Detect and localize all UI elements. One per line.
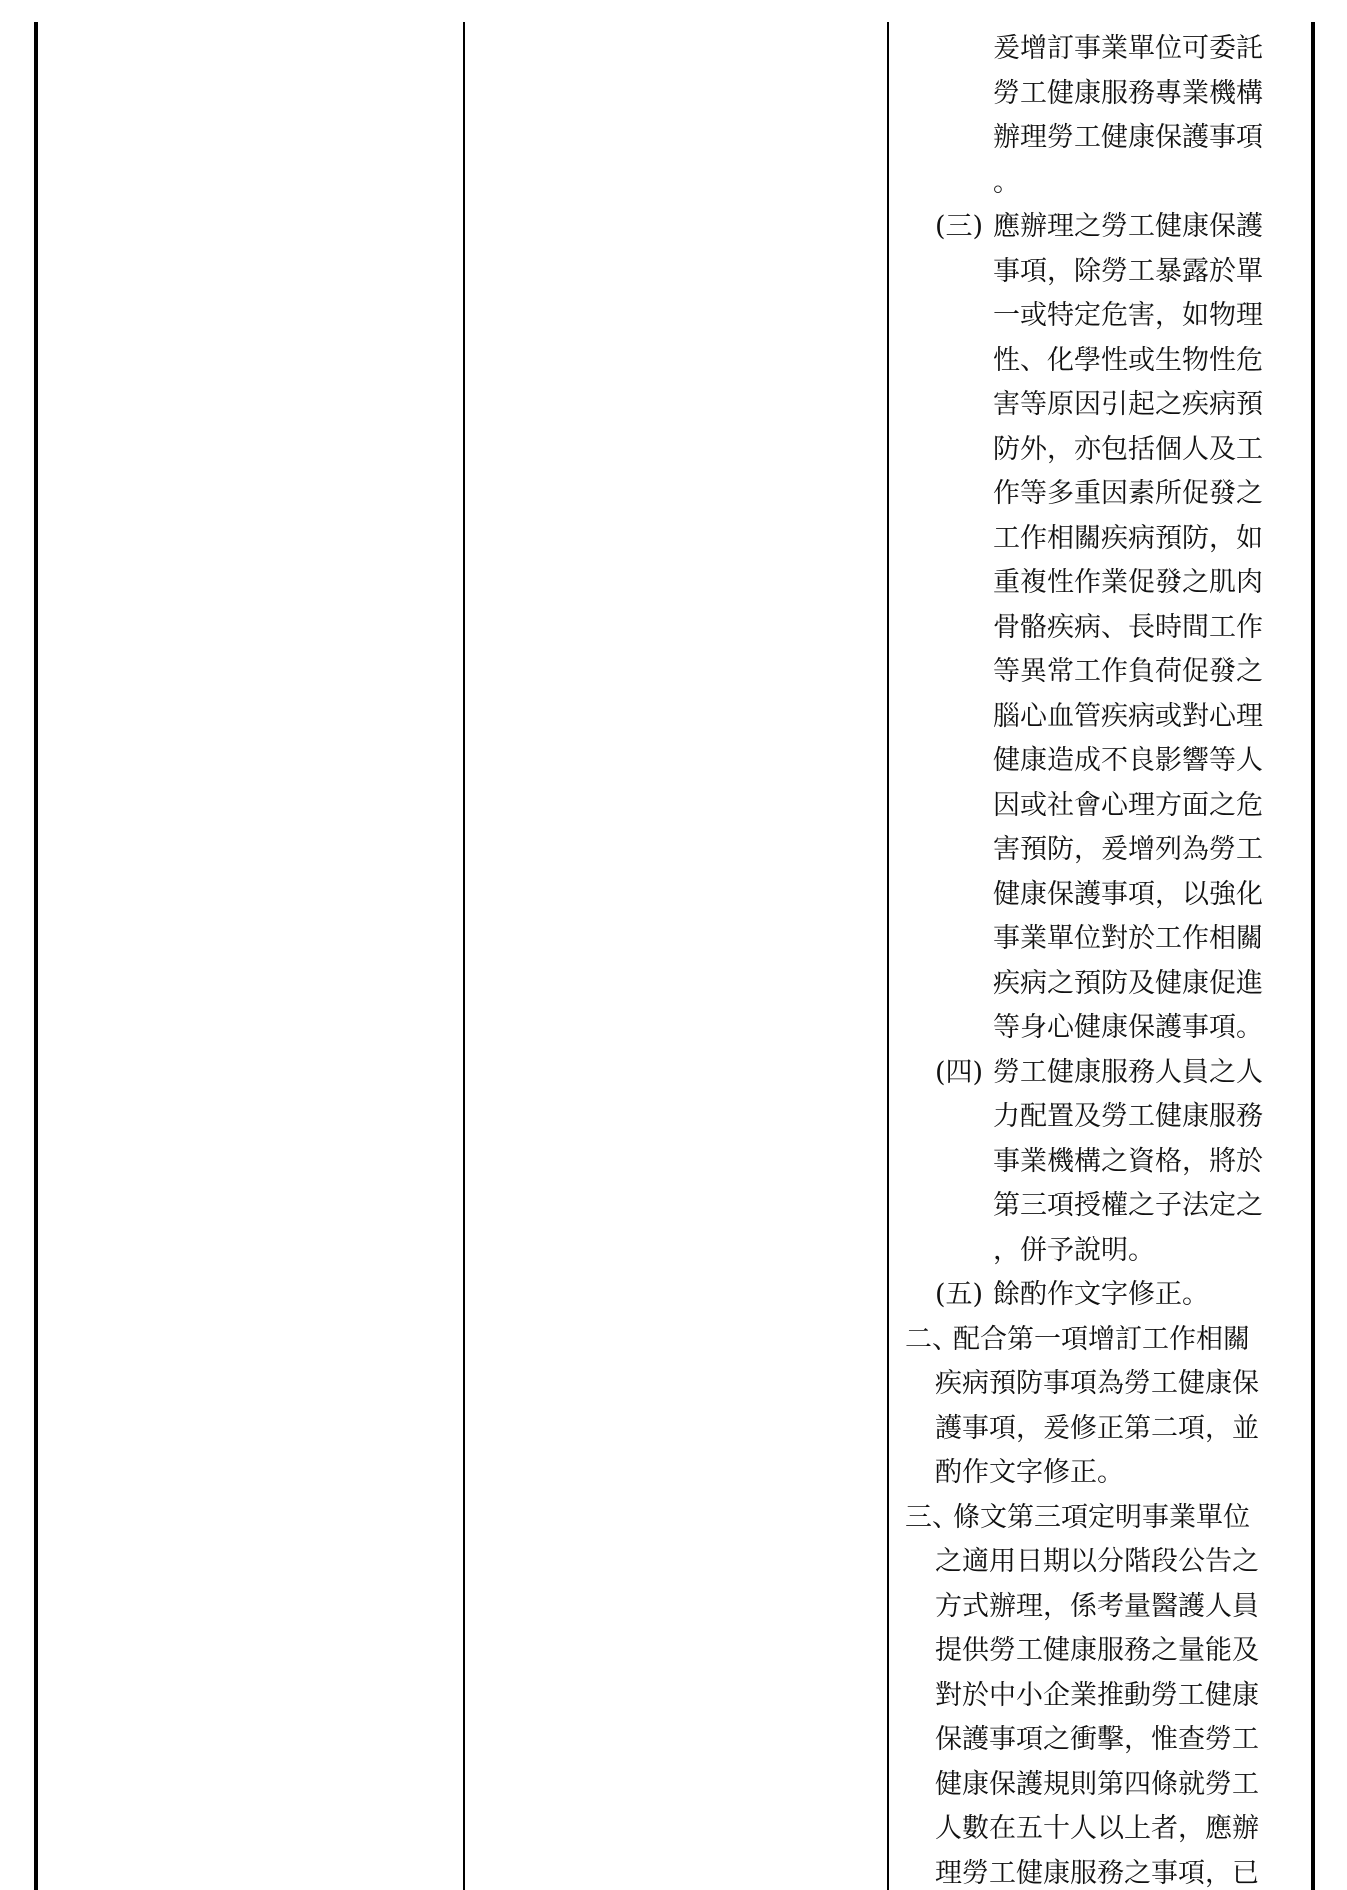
text-line: 疾病之預防及健康促進 bbox=[993, 967, 1263, 999]
item-marker: (五) bbox=[935, 1279, 984, 1310]
text-line: 疾病預防事項為勞工健康保 bbox=[935, 1368, 1259, 1399]
text-line: 辦理勞工健康保護事項 bbox=[993, 122, 1263, 153]
text-line: 對於中小企業推動勞工健康 bbox=[935, 1679, 1259, 1711]
text-line: 等身心健康保護事項。 bbox=[993, 1012, 1263, 1043]
text-line: 健康保護事項，以強化 bbox=[993, 878, 1263, 910]
text-line: 性、化學性或生物性危 bbox=[993, 344, 1263, 376]
text-line: 事項，除勞工暴露於單 bbox=[993, 255, 1263, 287]
text-line: ，併予說明。 bbox=[993, 1234, 1155, 1266]
text-line: 第三項授權之子法定之 bbox=[993, 1190, 1263, 1221]
text-line: 骨骼疾病、長時間工作 bbox=[993, 611, 1263, 643]
text-line: 事業單位對於工作相關 bbox=[993, 923, 1263, 954]
text-line: 力配置及勞工健康服務 bbox=[993, 1101, 1263, 1132]
text-line: 勞工健康服務專業機構 bbox=[993, 77, 1263, 109]
sub-item-4 bbox=[889, 1051, 1311, 1274]
text-line: 酌作文字修正。 bbox=[935, 1457, 1124, 1488]
item-marker: (四) bbox=[935, 1056, 984, 1088]
text-line: 。 bbox=[993, 166, 1020, 198]
text-line: 提供勞工健康服務之量能及 bbox=[935, 1635, 1259, 1666]
text-line: 護事項，爰修正第二項，並 bbox=[935, 1412, 1259, 1444]
text-line: 等異常工作負荷促發之 bbox=[993, 656, 1263, 687]
top-item-3 bbox=[889, 1496, 1311, 1890]
text-line: 配合第一項增訂工作相關 bbox=[953, 1323, 1250, 1355]
top-item-2 bbox=[889, 1318, 1311, 1496]
sub-item-3 bbox=[889, 205, 1311, 1051]
text-line: 應辦理之勞工健康保護 bbox=[993, 211, 1263, 242]
text-line: 方式辦理，係考量醫護人員 bbox=[935, 1590, 1259, 1622]
column-current-text bbox=[465, 22, 887, 1890]
column-amended-text bbox=[38, 22, 463, 1890]
sub-item-5 bbox=[889, 1273, 1311, 1318]
text-line: 因或社會心理方面之危 bbox=[993, 789, 1263, 821]
table-border-right bbox=[1311, 22, 1315, 1890]
text-line: 保護事項之衝擊，惟查勞工 bbox=[935, 1724, 1259, 1755]
text-line: 健康保護規則第四條就勞工 bbox=[935, 1768, 1259, 1800]
column-explanation bbox=[889, 27, 1311, 1890]
text-line: 勞工健康服務人員之人 bbox=[993, 1056, 1263, 1088]
text-line: 理勞工健康服務之事項，已 bbox=[935, 1857, 1259, 1889]
text-line: 人數在五十人以上者，應辦 bbox=[935, 1813, 1259, 1844]
text-line: 爰增訂事業單位可委託 bbox=[993, 33, 1263, 64]
text-line: 餘酌作文字修正。 bbox=[993, 1279, 1209, 1310]
item-marker: 二、 bbox=[905, 1323, 959, 1355]
text-line: 害等原因引起之疾病預 bbox=[993, 389, 1263, 420]
text-line: 健康造成不良影響等人 bbox=[993, 745, 1263, 776]
text-line: 防外，亦包括個人及工 bbox=[993, 433, 1263, 465]
text-line: 條文第三項定明事業單位 bbox=[953, 1501, 1250, 1533]
text-line: 重複性作業促發之肌肉 bbox=[993, 567, 1263, 598]
text-line: 一或特定危害，如物理 bbox=[993, 300, 1263, 331]
text-line: 作等多重因素所促發之 bbox=[993, 478, 1263, 509]
item-marker: (三) bbox=[935, 211, 984, 242]
continuation-paragraph bbox=[889, 27, 1311, 205]
text-line: 害預防，爰增列為勞工 bbox=[993, 834, 1263, 865]
text-line: 工作相關疾病預防，如 bbox=[993, 522, 1263, 554]
text-line: 腦心血管疾病或對心理 bbox=[993, 700, 1263, 732]
item-marker: 三、 bbox=[905, 1501, 959, 1533]
text-line: 之適用日期以分階段公告之 bbox=[935, 1546, 1259, 1577]
text-line: 事業機構之資格，將於 bbox=[993, 1145, 1263, 1177]
